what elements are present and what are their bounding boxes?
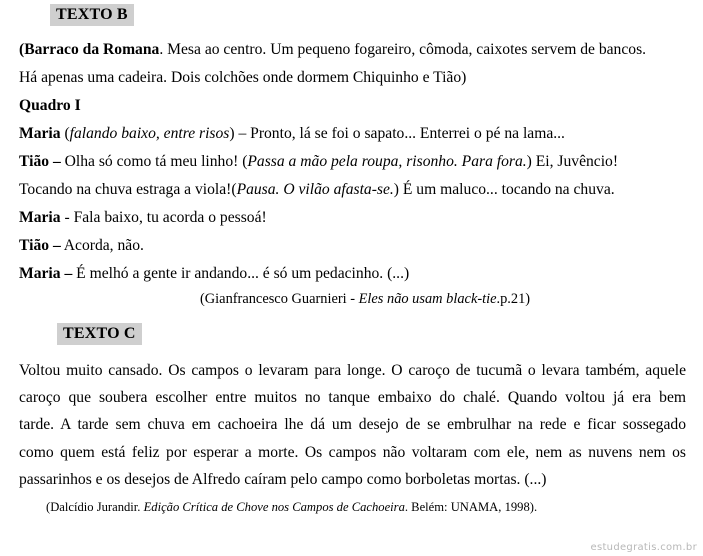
dialogue-line [19, 264, 409, 284]
dialogue-text: Acorda, não. [60, 237, 144, 254]
stage-direction: falando baixo, entre risos [69, 125, 230, 142]
dialogue-text: ) – Pronto, lá se foi o sapato... Enterrei o pé na lama... [229, 125, 565, 142]
dialogue-text: ) É um maluco... tocando na chuva. [393, 181, 615, 198]
citation-page: .p.21) [496, 291, 531, 307]
citation-author: (Dalcídio Jurandir. [46, 500, 144, 514]
dialogue-text: ) Ei, Juvêncio! [526, 153, 619, 170]
stage-direction: Passa a mão pela roupa, risonho. Para fora. [247, 153, 527, 170]
dialogue-text: - Fala baixo, tu acorda o pessoá! [60, 209, 267, 226]
texto-b-heading: TEXTO B [50, 4, 134, 26]
stage-direction: Pausa. O vilão afasta-se. [236, 181, 394, 198]
texto-c-citation [46, 499, 537, 515]
speaker-name: Tião – [19, 237, 61, 254]
texto-c-heading: TEXTO C [57, 323, 142, 345]
paragraph-line-last: passarinhos e os desejos de Alfredo caíram pelo campo como borboletas mortas. (...) [19, 471, 547, 488]
dialogue-line [19, 208, 267, 228]
speaker-name: Maria [19, 125, 61, 142]
dialogue-line [19, 124, 565, 144]
citation-author: (Gianfrancesco Guarnieri - [200, 291, 359, 307]
dialogue-line [19, 180, 615, 200]
dialogue-text: Tocando na chuva estraga a viola!( [19, 181, 237, 198]
citation-title: Eles não usam black-tie [358, 291, 497, 307]
paragraph-line: tarde. A tarde sem chuva em cachoeira lhe dá um desejo de se embrulhar na rede e ficar sossegado [19, 416, 686, 433]
speaker-name: Tião – [19, 153, 61, 170]
dialogue-text: É melhó a gente ir andando... é só um pedacinho. (...) [72, 265, 410, 282]
dialogue-text: Olha só como tá meu linho! ( [60, 153, 248, 170]
stage-direction-place: (Barraco da Romana [19, 41, 160, 58]
paragraph-line: caroço que soubera escolher entre muitos no tanque embaixo do chalé. Quando voltou já era bem [19, 389, 686, 406]
speaker-name: Maria [19, 209, 61, 226]
paragraph-line: como quem está feliz por esperar a morte. Os campos não voltaram com ele, nem as nuvens nem os [19, 444, 686, 461]
dialogue-line [19, 152, 618, 172]
stage-direction-line-2: Há apenas uma cadeira. Dois colchões onde dormem Chiquinho e Tião) [19, 69, 467, 86]
scene-title: Quadro I [19, 97, 81, 114]
stage-direction-line-1 [19, 40, 646, 60]
speaker-name: Maria – [19, 265, 73, 282]
paragraph-line: Voltou muito cansado. Os campos o levaram para longe. O caroço de tucumã o levara também, aquele [19, 362, 686, 379]
dialogue-text: ( [60, 125, 70, 142]
citation-title: Edição Crítica de Chove nos Campos de Cachoeira [143, 500, 405, 514]
texto-b-citation [200, 290, 530, 308]
citation-publisher: . Belém: UNAMA, 1998). [404, 500, 538, 514]
watermark: estudegratis.com.br [590, 542, 697, 553]
dialogue-line [19, 236, 144, 256]
stage-direction-text: . Mesa ao centro. Um pequeno fogareiro, cômoda, caixotes servem de bancos. [159, 41, 647, 58]
